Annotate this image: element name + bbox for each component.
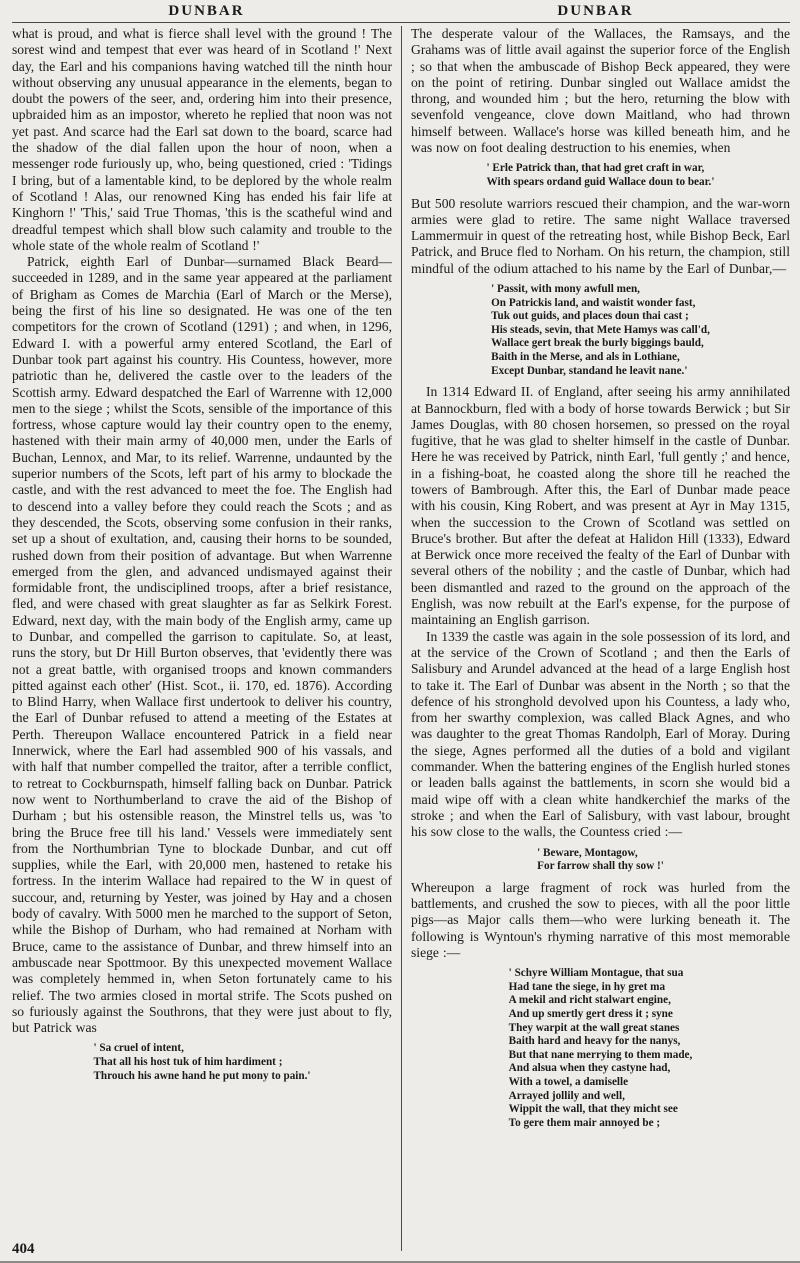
page-number: 404: [12, 1241, 41, 1258]
verse-line: For farrow shall thy sow !': [537, 860, 664, 873]
verse-line: Except Dunbar, standand he leavit nane.': [491, 364, 688, 377]
verse-line: ' Schyre William Montague, that sua: [508, 967, 684, 980]
verse-line: Throuch his awne hand he put mony to pain.': [93, 1069, 311, 1082]
running-head-right: DUNBAR: [557, 3, 634, 19]
paragraph: Whereupon a large fragment of rock was hurled from the battlements, and crushed the sow to pieces, with all the poor little pigs—as Major calls them—who were lurking beneath it. The following is Wyntoun's rhyming narrative of this most memorable siege :—: [411, 879, 790, 960]
verse-line: Tuk out guids, and places doun thai cast ;: [491, 310, 689, 323]
verse-quote: [537, 847, 664, 874]
verse-line: That all his host tuk of him hardiment ;: [93, 1056, 283, 1068]
verse-line: But that nane merrying to them made,: [508, 1048, 693, 1061]
verse-quote: [487, 162, 715, 189]
verse-line: Baith in the Merse, and als in Lothiane,: [491, 351, 680, 364]
verse-line: A mekil and richt stalwart engine,: [508, 994, 671, 1007]
verse-line: Had tane the siege, in hy gret ma: [508, 980, 666, 993]
verse-line: On Patrickis land, and waistit wonder fast,: [491, 296, 696, 309]
running-heads: [12, 3, 790, 23]
verse-line: His steads, sevin, that Mete Hamys was call'd,: [491, 323, 710, 336]
verse-line: They warpit at the wall great stanes: [508, 1021, 680, 1034]
verse-line: Baith hard and heavy for the nanys,: [508, 1035, 681, 1048]
right-column: [401, 26, 790, 1251]
verse-line: And alsua when they castyne had,: [508, 1062, 671, 1075]
verse-quote: [509, 967, 693, 1130]
verse-line: ' Erle Patrick than, that had gret craft in war,: [486, 162, 705, 175]
verse-line: ' Sa cruel of intent,: [93, 1042, 184, 1055]
verse-line: Wippit the wall, that they micht see: [508, 1103, 678, 1116]
verse-line: Wallace gert break the burly biggings bauld,: [491, 337, 704, 350]
paragraph: what is proud, and what is fierce shall level with the ground ! The sorest wind and tempest that ever was heard of in Scotland !' Next day, the Earl and his companions having watched till the ninth hour without observing any unusual appearance in the elements, began to doubt the powers of the seer, and, ordering him into their presence, upbraided him as an impostor, whereto he replied that noon was not yet past. And scarce had the Earl sat down to the board, scarce had the shadow of the dial fallen upon the hour of noon, when a messenger rode furiously up, who, being questioned, cried : 'Tidings I bring, but of a lamentable kind, to be deplored by the whole realm of Scotland ! Alas, our renowned King has ended his fair life at Kinghorn !' 'This,' said True Thomas, 'this is the scatheful wind and dreadful tempest which shall blow such calamity and trouble to the whole state of the whole realm of Scotland !': [12, 26, 392, 253]
running-head-left: DUNBAR: [168, 3, 245, 19]
text-columns: [12, 26, 790, 1251]
paragraph: In 1339 the castle was again in the sole possession of its lord, and at the service of the Crown of Scotland ; and then the Earls of Salisbury and Arundel advanced at the head of a large English host to take it. The Earl of Dunbar was absent in the North ; so that the defence of his stronghold devolved upon his Countess, a lady who, from her swarthy complexion, was called Black Agnes, and who was daughter to the great Thomas Randolph, Earl of Moray. During the siege, Agnes performed all the duties of a bold and vigilant commander. When the battering engines of the English hurled stones or leaden balls against the battlements, in scorn she would bid a maid wipe off with a clean white handkerchief the marks of the stroke ; and when the Earl of Salisbury, with vast labour, brought his sow close to the walls, the Countess cried :—: [411, 628, 790, 840]
verse-line: With spears ordand guid Wallace doun to bear.': [486, 175, 715, 188]
verse-line: To gere them mair annoyed be ;: [508, 1116, 661, 1129]
paragraph: The desperate valour of the Wallaces, the Ramsays, and the Grahams was of little avail against the superior force of the English ; so that when the ambuscade of Bishop Beck appeared, they were on the point of retiring. Dunbar singled out Wallace amidst the throng, and wounded him ; but the hero, returning the blow with sevenfold vengeance, clove down Maitland, who had thrown himself between. Wallace's horse was killed beneath him, and he was now on foot dealing destruction to his enemies, when: [411, 26, 790, 156]
verse-line: Arrayed jollily and well,: [508, 1089, 625, 1102]
verse-line: With a towel, a damiselle: [508, 1075, 629, 1088]
verse-quote: [491, 283, 710, 378]
paragraph: Patrick, eighth Earl of Dunbar—surnamed Black Beard—succeeded in 1289, and in the same year appeared at the parliament of Brigham as Comes de Marchia (Earl of March or the Merse), being the first of his line so designated. He was one of the ten competitors for the crown of Scotland (1291) ; and when, in 1296, Edward I. with a powerful army entered Scotland, the Earl of Dunbar took part against his country. His Countess, however, more patriotic than he, delivered the castle over to the leaders of the Scottish army. Edward despatched the Earl of Warrenne with 12,000 men to the siege ; whilst the Scots, sensible of the importance of this fortress, whose capture would lay their country open to the enemy, hastened with their main army of 40,000 men, under the Earls of Buchan, Lennox, and Mar, to its relief. Warrenne, undaunted by the superior numbers of the Scots, left part of his army to blockade the castle, and with the rest advanced to meet the foe. The English had to descend into a valley before they could reach the Scots ; and as they descended, the Scots, observing some confusion in their ranks, set up a shout of exultation, and, causing their horns to be sounded, rushed down from their position of advantage. But when Warrenne emerged from the glen, and advanced undismayed against their formidable front, the undisciplined troops, after a brief resistance, fled, and were chased with great slaughter as far as Selkirk Forest. Edward, next day, with the main body of the English army, came up to Dunbar, and compelled the garrison to capitulate. So, at least, runs the story, but Dr Hill Burton observes, that 'evidently there was not a great battle, with organised troops and known commanders pitted against each other' (Hist. Scot., ii. 170, ed. 1876). According to Blind Harry, when Wallace first undertook to deliver his country, the Earl of Dunbar refused to attend a meeting of the Estates at Perth. Thereupon Wallace encountered Patrick in a field near Innerwick, where the Earl had assembled 900 of his vassals, and with half that number compelled the traitor, after a terrible conflict, to retreat to Cockburnspath, himself falling back on Dunbar. Patrick now went to Northumberland to crave the aid of the Bishop of Durham ; but his ostensible reason, the Minstrel tells us, was 'to bring the Bruce free till his land.' Vessels were immediately sent from the Northumbrian Tyne to blockade Dunbar, and cut off supplies, while the Earl, with 20,000 men, hastened to retake his fortress. In the interim Wallace had repaired to the W in quest of succour, and, returning by Yester, was joined by Hay and a chosen body of cavalry. With 5000 men he marched to the support of Seton, while the Bishop of Durham, who had remained at Norham with Bruce, came to the assistance of Dunbar, and threw himself into an ambuscade near Spottmoor. By this unexpected movement Wallace was completely hemmed in, when Seton fortunately came to his relief. The two armies closed in mortal strife. The Scots pushed on so furiously against the Southrons, that they were just about to fly, but Patrick was: [12, 254, 392, 1036]
left-column: [12, 26, 401, 1251]
verse-line: ' Passit, with mony awfull men,: [491, 283, 640, 296]
verse-line: And up smertly gert dress it ; syne: [508, 1007, 673, 1020]
verse-line: ' Beware, Montagow,: [537, 846, 638, 859]
paragraph: But 500 resolute warriors rescued their champion, and the war-worn armies were glad to retire. The same night Wallace traversed Lammermuir in quest of the retreating host, while Bishop Beck, Earl Patrick, and Bruce fled to Norham. On his return, the champion, still mindful of the odium attached to his name by the Earl of Dunbar,—: [411, 195, 790, 276]
paragraph: In 1314 Edward II. of England, after seeing his army annihilated at Bannockburn, fled with a body of horse towards Berwick ; but Sir James Douglas, with 80 chosen horsemen, so pressed on the royal fugitive, that he was glad to shelter himself in the castle of Dunbar. Here he was received by Patrick, ninth Earl, 'full gently ;' and hence, in a fishing-boat, he coasted along the shore till he reached the towers of Bambrough. After this, the Earl of Dunbar made peace with his cousin, King Robert, and was present at Ayr in May 1315, when the succession to the Crown of Scotland was settled on Bruce's brother. But after the defeat at Halidon Hill (1333), Edward at Berwick once more received the fealty of the Earl of Dunbar with several others of the nobility ; and the castle of Dunbar, which had been dismantled and razed to the ground on the approach of the English, was now rebuilt at the Earl's expense, for the purpose of maintaining an English garrison.: [411, 384, 790, 628]
verse-quote: [93, 1042, 310, 1083]
